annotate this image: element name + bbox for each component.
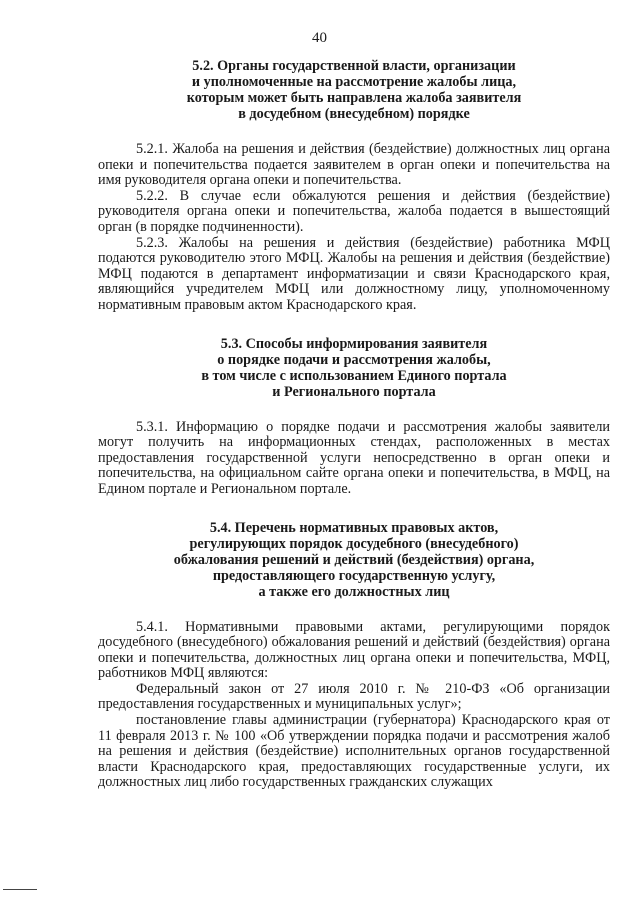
heading-line: обжалования решений и действий (бездействия) органа,	[173, 551, 535, 568]
heading-line: в досудебном (внесудебном) порядке	[238, 106, 470, 122]
paragraph-5-2-1: 5.2.1. Жалоба на решения и действия (бездействие) должностных лиц органа опеки и попечительства подается заявителем в орган опеки и попечительства на имя руководителя органа опеки и попечительства.	[98, 141, 610, 189]
heading-line: в том числе с использованием Единого портала	[201, 367, 507, 384]
heading-line: о порядке подачи и рассмотрения жалобы,	[217, 351, 491, 368]
paragraph-5-4-1: 5.4.1. Нормативными правовыми актами, регулирующими порядок досудебного (внесудебного) обжалования решений и действий (бездействия) органа опеки и попечительства, должностных лиц органа опеки и попечительства, МФЦ, работников МФЦ являются:	[98, 618, 610, 682]
section-heading-5-2	[98, 58, 610, 122]
heading-line: и Регионального портала	[272, 383, 436, 400]
section-heading-5-3	[98, 336, 610, 400]
heading-line: регулирующих порядок досудебного (внесудебного)	[189, 535, 519, 552]
paragraph-federal-law: Федеральный закон от 27 июля 2010 г. № 210-ФЗ «Об организации предоставления государственных и муниципальных услуг»;	[98, 680, 610, 713]
paragraph-governor-decree: постановление главы администрации (губернатора) Краснодарского края от 11 февраля 2013 г. № 100 «Об утверждении порядка подачи и рассмотрения жалоб на решения и действия (бездействие) исполнительных органов государственной власти Краснодарского края, предоставляющих государственные услуги, их должностных лиц либо государственных гражданских служащих	[98, 712, 610, 791]
heading-line: 5.2. Органы государственной власти, организации	[192, 58, 516, 74]
footnote-divider	[3, 889, 37, 890]
paragraph-5-3-1: 5.3.1. Информацию о порядке подачи и рассмотрения жалобы заявители могут получить на информационных стендах, расположенных в местах предоставления государственной услуги непосредственно в орган опеки и попечительства, на официальном сайте органа опеки и попечительства, в МФЦ, на Едином портале и Региональном портале.	[98, 418, 610, 497]
section-heading-5-4	[98, 520, 610, 600]
heading-line: которым может быть направлена жалоба заявителя	[186, 90, 522, 106]
heading-line: 5.4. Перечень нормативных правовых актов,	[209, 519, 499, 536]
heading-line: а также его должностных лиц	[258, 583, 450, 600]
heading-line: и уполномоченные на рассмотрение жалобы лица,	[191, 74, 517, 90]
page-number: 40	[312, 30, 327, 46]
paragraph-5-2-2: 5.2.2. В случае если обжалуются решения и действия (бездействие) руководителя органа опеки и попечительства, жалоба подается в вышестоящий орган (в порядке подчиненности).	[98, 187, 610, 235]
paragraph-5-2-3: 5.2.3. Жалобы на решения и действия (бездействие) работника МФЦ подаются руководителю этого МФЦ. Жалобы на решения и действия (бездействие) МФЦ подаются в департамент информатизации и связи Краснодарского края, являющийся учредителем МФЦ или должностному лицу, уполномоченному нормативным правовым актом Краснодарского края.	[98, 234, 610, 313]
heading-line: предоставляющего государственную услугу,	[212, 567, 496, 584]
heading-line: 5.3. Способы информирования заявителя	[220, 335, 488, 352]
document-body	[98, 58, 610, 791]
